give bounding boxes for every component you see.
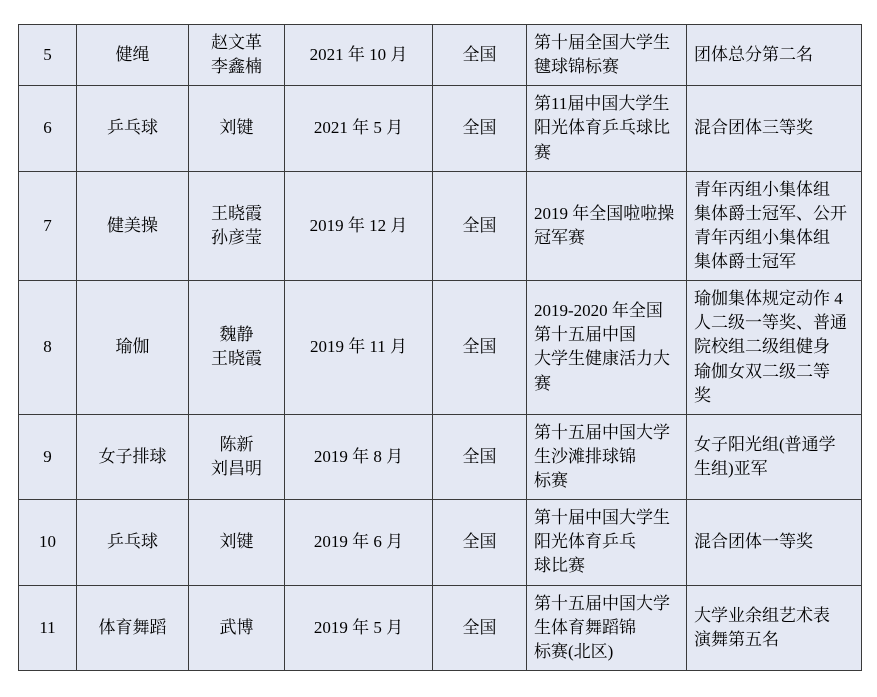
- cell-award-line: 奖: [694, 385, 711, 405]
- table-row: [19, 500, 862, 585]
- cell-award-line: 生组)亚军: [694, 458, 768, 478]
- cell-people-line: 武博: [219, 617, 254, 637]
- cell-award-line: 团体总分第二名: [694, 45, 813, 65]
- cell-sport-line: 健绳: [115, 45, 150, 65]
- cell-event-line: 第十届中国大学生: [534, 508, 670, 528]
- cell-sport: [77, 500, 189, 585]
- table-body: [19, 25, 862, 671]
- cell-people: [189, 281, 285, 415]
- cell-date: 2019 年 12 月: [285, 171, 433, 281]
- cell-event-line: 第11届中国大学生: [534, 94, 670, 114]
- cell-event-line: 球比赛: [534, 556, 585, 576]
- cell-sport: [77, 86, 189, 171]
- cell-award-line: 集体爵士冠军: [694, 252, 796, 271]
- cell-people: [189, 171, 285, 281]
- cell-people: [189, 25, 285, 86]
- cell-award: [687, 86, 862, 171]
- cell-people-line: 王晓霞: [211, 203, 262, 223]
- cell-people-line: 王晓霞: [211, 349, 262, 369]
- cell-people: [189, 585, 285, 670]
- cell-event-line: 第十届全国大学生: [534, 33, 670, 52]
- cell-sport: [77, 25, 189, 86]
- cell-sport-line: 体育舞蹈: [98, 617, 167, 637]
- cell-award: [687, 414, 862, 499]
- cell-people-line: 刘昌明: [211, 458, 262, 478]
- cell-event-line: 大学生健康活力大: [534, 349, 670, 369]
- cell-sport: [77, 281, 189, 415]
- table-row: [19, 25, 862, 86]
- cell-award-line: 院校组二级组健身: [694, 337, 830, 357]
- table-row: [19, 585, 862, 670]
- cell-event-line: 2019-2020 年全国: [534, 301, 663, 321]
- cell-scope: 全国: [433, 171, 527, 281]
- cell-index: 6: [19, 86, 77, 171]
- cell-sport: [77, 585, 189, 670]
- cell-people-line: 赵文革: [211, 33, 262, 52]
- cell-event-line: 阳光体育乒乓: [534, 532, 636, 552]
- cell-award-line: 混合团体三等奖: [694, 118, 813, 138]
- cell-award-line: 集体爵士冠军、公开: [694, 203, 847, 223]
- cell-people: [189, 86, 285, 171]
- cell-date: 2021 年 5 月: [285, 86, 433, 171]
- cell-award: [687, 585, 862, 670]
- cell-event-line: 第十五届中国大学: [534, 593, 670, 613]
- cell-date: 2019 年 8 月: [285, 414, 433, 499]
- cell-date: 2021 年 10 月: [285, 25, 433, 86]
- cell-scope: 全国: [433, 585, 527, 670]
- cell-award-line: 混合团体一等奖: [694, 532, 813, 552]
- cell-award: [687, 281, 862, 415]
- cell-index: 9: [19, 414, 77, 499]
- cell-sport: [77, 414, 189, 499]
- cell-people-line: 魏静: [219, 325, 254, 345]
- cell-award-line: 青年丙组小集体组: [694, 227, 830, 247]
- cell-award: [687, 25, 862, 86]
- cell-people-line: 刘键: [219, 118, 254, 138]
- document-page: [0, 24, 877, 697]
- cell-event-line: 标赛(北区): [534, 641, 614, 661]
- cell-award: [687, 171, 862, 281]
- cell-award-line: 人二级一等奖、普通: [694, 313, 847, 333]
- cell-index: 7: [19, 171, 77, 281]
- cell-event-line: 赛: [534, 373, 551, 393]
- table-row: [19, 171, 862, 281]
- cell-event-line: 2019 年全国啦啦操: [534, 203, 675, 223]
- cell-award-line: 瑜伽集体规定动作 4: [694, 289, 843, 309]
- cell-scope: 全国: [433, 500, 527, 585]
- cell-event-line: 第十五届中国大学: [534, 422, 670, 442]
- cell-scope: 全国: [433, 25, 527, 86]
- cell-scope: 全国: [433, 281, 527, 415]
- cell-sport: [77, 171, 189, 281]
- cell-event: [527, 25, 687, 86]
- cell-award: [687, 500, 862, 585]
- cell-people-line: 李鑫楠: [211, 57, 262, 77]
- cell-event-line: 标赛: [534, 471, 568, 490]
- cell-index: 8: [19, 281, 77, 415]
- cell-event-line: 第十五届中国: [534, 325, 636, 345]
- cell-date: 2019 年 6 月: [285, 500, 433, 585]
- cell-people-line: 孙彦莹: [211, 227, 262, 247]
- cell-event-line: 冠军赛: [534, 227, 585, 247]
- cell-sport-line: 乒乓球: [107, 532, 158, 552]
- cell-index: 10: [19, 500, 77, 585]
- cell-event: [527, 500, 687, 585]
- cell-award-line: 演舞第五名: [694, 629, 779, 649]
- cell-event-line: 赛: [534, 142, 551, 162]
- table-row: [19, 414, 862, 499]
- cell-sport-line: 健美操: [107, 215, 158, 235]
- cell-event: [527, 414, 687, 499]
- cell-date: 2019 年 5 月: [285, 585, 433, 670]
- cell-people-line: 陈新: [219, 434, 254, 454]
- cell-event-line: 生沙滩排球锦: [534, 446, 636, 466]
- achievements-table: [18, 24, 862, 671]
- cell-index: 5: [19, 25, 77, 86]
- cell-event: [527, 585, 687, 670]
- cell-scope: 全国: [433, 414, 527, 499]
- cell-event: [527, 86, 687, 171]
- cell-people: [189, 414, 285, 499]
- cell-event: [527, 281, 687, 415]
- cell-index: 11: [19, 585, 77, 670]
- cell-event: [527, 171, 687, 281]
- table-row: [19, 86, 862, 171]
- cell-award-line: 瑜伽女双二级二等: [694, 361, 830, 381]
- cell-award-line: 大学业余组艺术表: [694, 605, 830, 625]
- cell-date: 2019 年 11 月: [285, 281, 433, 415]
- cell-sport-line: 瑜伽: [115, 337, 150, 357]
- cell-scope: 全国: [433, 86, 527, 171]
- cell-sport-line: 乒乓球: [107, 118, 158, 138]
- cell-event-line: 生体育舞蹈锦: [534, 617, 636, 637]
- cell-event-line: 阳光体育乒乓球比: [534, 118, 670, 138]
- cell-people: [189, 500, 285, 585]
- cell-award-line: 青年丙组小集体组: [694, 179, 830, 199]
- table-row: [19, 281, 862, 415]
- cell-sport-line: 女子排球: [98, 446, 167, 466]
- cell-event-line: 毽球锦标赛: [534, 57, 619, 77]
- cell-award-line: 女子阳光组(普通学: [694, 434, 836, 454]
- cell-people-line: 刘键: [219, 532, 254, 552]
